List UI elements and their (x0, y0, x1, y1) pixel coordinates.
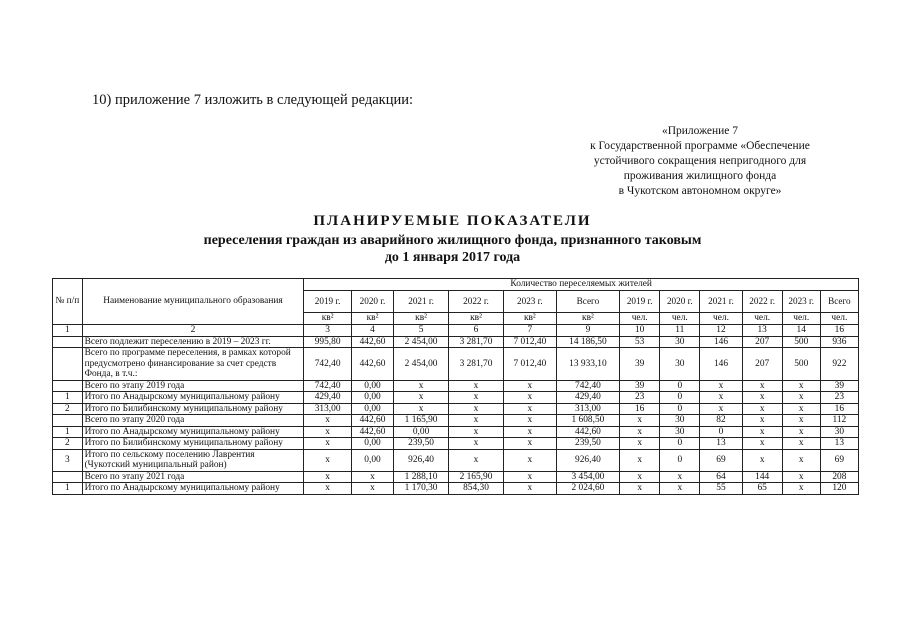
value-cell: x (503, 415, 556, 427)
value-cell: 13 (820, 438, 858, 450)
value-cell: 854,30 (449, 483, 504, 495)
value-cell: x (782, 426, 820, 438)
value-cell: x (351, 483, 393, 495)
value-cell: x (782, 438, 820, 450)
year-header: 2020 г. (351, 290, 393, 312)
value-cell: 995,80 (304, 336, 352, 348)
document-title: ПЛАНИРУЕМЫЕ ПОКАЗАТЕЛИ (313, 213, 592, 229)
column-number: 6 (449, 324, 504, 336)
table-row (53, 403, 859, 415)
unit-header: чел. (820, 312, 858, 324)
appendix-line: проживания жилищного фонда (623, 170, 777, 182)
resettlement-table (52, 278, 859, 495)
table-row (53, 392, 859, 404)
unit-header: чел. (742, 312, 782, 324)
value-cell: x (449, 415, 504, 427)
municipality-name: Всего по этапу 2019 года (82, 380, 304, 392)
value-cell: 922 (820, 348, 858, 381)
value-cell: 0 (700, 426, 742, 438)
municipality-name: Всего подлежит переселению в 2019 – 2023 гг. (82, 336, 304, 348)
value-cell: 39 (820, 380, 858, 392)
value-cell: 55 (700, 483, 742, 495)
value-cell: 0,00 (394, 426, 449, 438)
row-number: 1 (53, 483, 83, 495)
table-row (53, 471, 859, 483)
unit-header: кв² (503, 312, 556, 324)
value-cell: 3 281,70 (449, 336, 504, 348)
municipality-name: Итого по сельскому поселению Лаврентия (Чукотский муниципальный район) (82, 449, 304, 471)
value-cell: x (620, 426, 660, 438)
value-cell: x (620, 449, 660, 471)
value-cell: x (503, 471, 556, 483)
column-number: 7 (503, 324, 556, 336)
value-cell: 239,50 (394, 438, 449, 450)
value-cell: 936 (820, 336, 858, 348)
value-cell: 39 (620, 348, 660, 381)
value-cell: x (742, 449, 782, 471)
value-cell: 0,00 (351, 403, 393, 415)
value-cell: 429,40 (556, 392, 619, 404)
value-cell: 120 (820, 483, 858, 495)
value-cell: 0,00 (351, 438, 393, 450)
value-cell: x (394, 380, 449, 392)
value-cell: 0 (660, 403, 700, 415)
value-cell: x (660, 483, 700, 495)
value-cell: x (620, 483, 660, 495)
column-number: 3 (304, 324, 352, 336)
value-cell: 30 (660, 348, 700, 381)
value-cell: x (304, 426, 352, 438)
document-subtitle (0, 232, 905, 266)
value-cell: 207 (742, 348, 782, 381)
value-cell: x (503, 392, 556, 404)
value-cell: 13 (700, 438, 742, 450)
value-cell: x (620, 438, 660, 450)
value-cell: 208 (820, 471, 858, 483)
value-cell: x (742, 380, 782, 392)
value-cell: x (449, 449, 504, 471)
value-cell: 1 288,10 (394, 471, 449, 483)
value-cell: 2 024,60 (556, 483, 619, 495)
table-row (53, 380, 859, 392)
table-row (53, 348, 859, 381)
value-cell: 14 186,50 (556, 336, 619, 348)
municipality-name: Итого по Анадырскому муниципальному району (82, 392, 304, 404)
unit-header: кв² (304, 312, 352, 324)
value-cell: 500 (782, 348, 820, 381)
value-cell: 69 (820, 449, 858, 471)
value-cell: x (449, 426, 504, 438)
municipality-name: Итого по Билибинскому муниципальному району (82, 438, 304, 450)
value-cell: x (449, 380, 504, 392)
year-header: 2019 г. (304, 290, 352, 312)
value-cell: 2 454,00 (394, 348, 449, 381)
value-cell: 0 (660, 392, 700, 404)
value-cell: 1 170,30 (394, 483, 449, 495)
column-number: 2 (82, 324, 304, 336)
value-cell: 0,00 (351, 380, 393, 392)
column-number: 1 (53, 324, 83, 336)
municipality-name: Итого по Анадырскому муниципальному району (82, 483, 304, 495)
unit-header: кв² (351, 312, 393, 324)
table-row (53, 426, 859, 438)
row-number: 2 (53, 403, 83, 415)
municipality-name: Итого по Анадырскому муниципальному району (82, 426, 304, 438)
value-cell: 442,60 (351, 415, 393, 427)
value-cell: x (503, 483, 556, 495)
value-cell: 0,00 (351, 392, 393, 404)
value-cell: 2 165,90 (449, 471, 504, 483)
value-cell: 146 (700, 336, 742, 348)
value-cell: 313,00 (304, 403, 352, 415)
subtitle-line: до 1 января 2017 года (384, 250, 521, 265)
value-cell: x (503, 449, 556, 471)
row-number: 3 (53, 449, 83, 471)
municipality-name: Всего по программе переселения, в рамках которой предусмотрено финансирование за счет средств Фонда, в т.ч.: (82, 348, 304, 381)
value-cell: x (782, 483, 820, 495)
value-cell: 0 (660, 438, 700, 450)
subtitle-line: переселения граждан из аварийного жилищного фонда, признанного таковым (203, 233, 702, 248)
year-header: 2023 г. (503, 290, 556, 312)
appendix-reference (560, 124, 840, 199)
column-number: 9 (556, 324, 619, 336)
value-cell: x (304, 415, 352, 427)
value-cell: x (351, 471, 393, 483)
value-cell: 442,60 (351, 336, 393, 348)
col-number-header: № п/п (53, 279, 83, 325)
value-cell: x (449, 438, 504, 450)
column-number: 14 (782, 324, 820, 336)
row-number (53, 348, 83, 381)
value-cell: 53 (620, 336, 660, 348)
value-cell: x (742, 415, 782, 427)
value-cell: x (782, 380, 820, 392)
value-cell: 442,60 (556, 426, 619, 438)
unit-header: кв² (394, 312, 449, 324)
group-header: Количество переселяемых жителей (304, 279, 859, 291)
value-cell: 442,60 (351, 348, 393, 381)
value-cell: 926,40 (394, 449, 449, 471)
value-cell: 1 608,50 (556, 415, 619, 427)
value-cell: x (782, 392, 820, 404)
value-cell: 30 (660, 426, 700, 438)
municipality-name: Всего по этапу 2021 года (82, 471, 304, 483)
value-cell: 239,50 (556, 438, 619, 450)
value-cell: 65 (742, 483, 782, 495)
value-cell: 16 (820, 403, 858, 415)
row-number: 1 (53, 392, 83, 404)
col-name-header: Наименование муниципального образования (82, 279, 304, 325)
municipality-name: Итого по Билибинскому муниципальному району (82, 403, 304, 415)
value-cell: 2 454,00 (394, 336, 449, 348)
value-cell: 69 (700, 449, 742, 471)
value-cell: 39 (620, 380, 660, 392)
column-number: 10 (620, 324, 660, 336)
value-cell: x (742, 403, 782, 415)
value-cell: x (503, 426, 556, 438)
unit-header: чел. (782, 312, 820, 324)
year-header: 2021 г. (394, 290, 449, 312)
value-cell: x (449, 403, 504, 415)
value-cell: 0 (660, 380, 700, 392)
value-cell: x (700, 403, 742, 415)
value-cell: x (782, 449, 820, 471)
value-cell: x (700, 392, 742, 404)
value-cell: x (742, 438, 782, 450)
value-cell: 144 (742, 471, 782, 483)
value-cell: x (782, 403, 820, 415)
value-cell: 7 012,40 (503, 348, 556, 381)
year-header: 2020 г. (660, 290, 700, 312)
value-cell: x (620, 471, 660, 483)
value-cell: 0 (660, 449, 700, 471)
unit-header: чел. (700, 312, 742, 324)
value-cell: 30 (820, 426, 858, 438)
value-cell: x (660, 471, 700, 483)
value-cell: x (304, 483, 352, 495)
value-cell: x (449, 392, 504, 404)
year-header: 2019 г. (620, 290, 660, 312)
year-header: Всего (820, 290, 858, 312)
value-cell: x (620, 415, 660, 427)
table-row (53, 415, 859, 427)
value-cell: 7 012,40 (503, 336, 556, 348)
value-cell: 926,40 (556, 449, 619, 471)
table-row (53, 336, 859, 348)
table-row (53, 449, 859, 471)
value-cell: 82 (700, 415, 742, 427)
column-number: 16 (820, 324, 858, 336)
value-cell: x (503, 403, 556, 415)
value-cell: x (742, 392, 782, 404)
value-cell: 112 (820, 415, 858, 427)
value-cell: 313,00 (556, 403, 619, 415)
value-cell: 742,40 (304, 380, 352, 392)
value-cell: 1 165,90 (394, 415, 449, 427)
value-cell: 23 (820, 392, 858, 404)
value-cell: 30 (660, 336, 700, 348)
value-cell: x (394, 403, 449, 415)
value-cell: 0,00 (351, 449, 393, 471)
value-cell: 13 933,10 (556, 348, 619, 381)
column-number: 4 (351, 324, 393, 336)
municipality-name: Всего по этапу 2020 года (82, 415, 304, 427)
value-cell: 3 281,70 (449, 348, 504, 381)
row-number (53, 415, 83, 427)
row-number: 1 (53, 426, 83, 438)
value-cell: x (742, 426, 782, 438)
value-cell: 742,40 (556, 380, 619, 392)
table-row (53, 438, 859, 450)
column-number: 5 (394, 324, 449, 336)
row-number (53, 380, 83, 392)
value-cell: x (503, 438, 556, 450)
value-cell: 64 (700, 471, 742, 483)
unit-header: кв² (449, 312, 504, 324)
row-number: 2 (53, 438, 83, 450)
intro-text: 10) приложение 7 изложить в следующей редакции: (92, 92, 414, 108)
table-row (53, 483, 859, 495)
column-number: 13 (742, 324, 782, 336)
value-cell: 3 454,00 (556, 471, 619, 483)
year-header: 2023 г. (782, 290, 820, 312)
value-cell: x (304, 438, 352, 450)
row-number (53, 471, 83, 483)
column-number: 11 (660, 324, 700, 336)
value-cell: 742,40 (304, 348, 352, 381)
appendix-line: в Чукотском автономном округе» (618, 185, 782, 197)
unit-header: кв² (556, 312, 619, 324)
value-cell: x (782, 415, 820, 427)
year-header: 2022 г. (742, 290, 782, 312)
year-header: Всего (556, 290, 619, 312)
value-cell: 23 (620, 392, 660, 404)
unit-header: чел. (660, 312, 700, 324)
value-cell: 207 (742, 336, 782, 348)
year-header: 2021 г. (700, 290, 742, 312)
unit-header: чел. (620, 312, 660, 324)
value-cell: 146 (700, 348, 742, 381)
appendix-line: устойчивого сокращения непригодного для (593, 155, 807, 167)
value-cell: x (304, 471, 352, 483)
value-cell: x (394, 392, 449, 404)
appendix-line: к Государственной программе «Обеспечение (590, 140, 810, 152)
row-number (53, 336, 83, 348)
value-cell: 429,40 (304, 392, 352, 404)
value-cell: 16 (620, 403, 660, 415)
value-cell: x (503, 380, 556, 392)
value-cell: x (700, 380, 742, 392)
value-cell: 442,60 (351, 426, 393, 438)
year-header: 2022 г. (449, 290, 504, 312)
value-cell: x (304, 449, 352, 471)
value-cell: 500 (782, 336, 820, 348)
column-number: 12 (700, 324, 742, 336)
value-cell: x (782, 471, 820, 483)
appendix-line: «Приложение 7 (661, 125, 739, 137)
value-cell: 30 (660, 415, 700, 427)
